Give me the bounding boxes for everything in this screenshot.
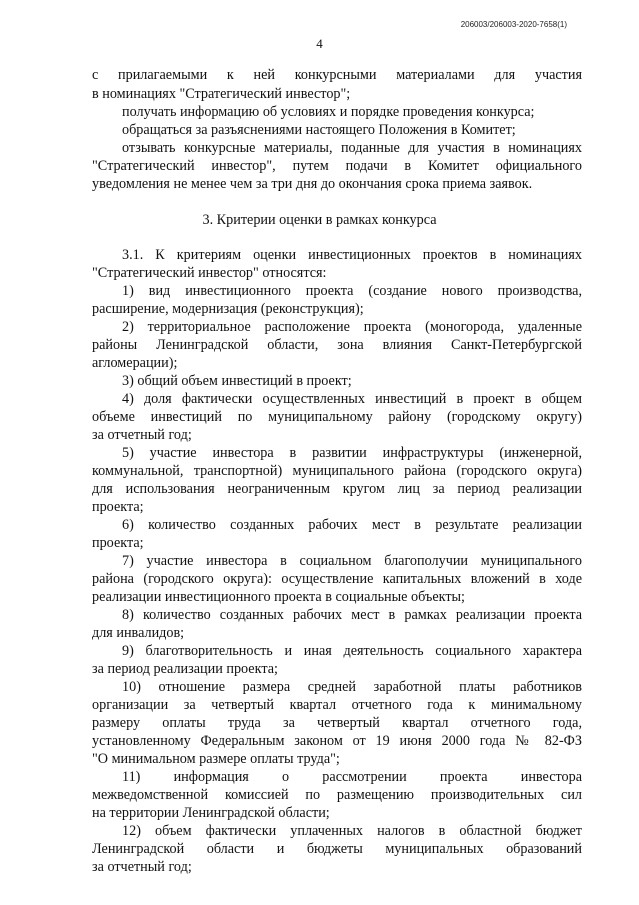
list-item: 5) участие инвестора в развитии инфраструктуры (инженерной, bbox=[122, 445, 582, 461]
text-line: за период реализации проекта; bbox=[92, 661, 278, 677]
text-line: "Стратегический инвестор", путем подачи в Комитет официального bbox=[92, 158, 582, 174]
text-line: "Стратегический инвестор" относятся: bbox=[92, 265, 327, 281]
text-line: получать информацию об условиях и порядке проведения конкурса; bbox=[122, 104, 535, 120]
list-item: 6) количество созданных рабочих мест в результате реализации bbox=[122, 517, 582, 533]
text-line: Ленинградской области и бюджеты муниципальных образований bbox=[92, 841, 582, 857]
list-item: 3) общий объем инвестиций в проект; bbox=[122, 373, 352, 389]
text-line: за отчетный год; bbox=[92, 859, 192, 875]
text-line: на территории Ленинградской области; bbox=[92, 805, 330, 821]
text-line: 3.1. К критериям оценки инвестиционных проектов в номинациях bbox=[122, 247, 582, 263]
text-line: для использования неограниченным кругом лиц за период реализации bbox=[92, 481, 582, 497]
text-line: проекта; bbox=[92, 535, 144, 551]
list-item: 12) объем фактически уплаченных налогов в областной бюджет bbox=[122, 823, 582, 839]
text-line: отзывать конкурсные материалы, поданные для участия в номинациях bbox=[122, 140, 582, 156]
page-number: 4 bbox=[316, 36, 323, 51]
list-item: 8) количество созданных рабочих мест в рамках реализации проекта bbox=[122, 607, 582, 623]
text-line: коммунальной, транспортной) муниципального района (городского округа) bbox=[92, 463, 582, 479]
text-line: "О минимальном размере оплаты труда"; bbox=[92, 751, 340, 767]
text-line: районы Ленинградской области, зона влияния Санкт-Петербургской bbox=[92, 337, 582, 353]
text-line: агломерации); bbox=[92, 355, 178, 371]
text-line: в номинациях "Стратегический инвестор"; bbox=[92, 86, 351, 102]
list-item: 1) вид инвестиционного проекта (создание нового производства, bbox=[122, 283, 582, 299]
text-line: размеру оплаты труда за четвертый квартал отчетного года, bbox=[92, 715, 582, 731]
list-item: 11) информация о рассмотрении проекта инвестора bbox=[122, 769, 582, 785]
text-line: для инвалидов; bbox=[92, 625, 185, 641]
text-line: за отчетный год; bbox=[92, 427, 192, 443]
text-line: с прилагаемыми к ней конкурсными материалами для участия bbox=[92, 67, 582, 83]
list-item: 2) территориальное расположение проекта (моногорода, удаленные bbox=[122, 319, 582, 335]
text-line: проекта; bbox=[92, 499, 144, 515]
document-registration-code: 206003/206003-2020-7658(1) bbox=[460, 20, 567, 29]
list-item: 10) отношение размера средней заработной платы работников bbox=[122, 679, 582, 695]
text-line: установленному Федеральным законом от 19 июня 2000 года № 82-ФЗ bbox=[92, 733, 582, 749]
text-line: уведомления не менее чем за три дня до окончания срока приема заявок. bbox=[92, 176, 533, 192]
text-line: организации за четвертый квартал отчетного года к минимальному bbox=[92, 697, 582, 713]
list-item: 7) участие инвестора в социальном благополучии муниципального bbox=[122, 553, 582, 569]
text-line: реализации инвестиционного проекта в социальные объекты; bbox=[92, 589, 465, 605]
section-heading: 3. Критерии оценки в рамках конкурса bbox=[202, 212, 437, 228]
text-line: объеме инвестиций по муниципальному району (городскому округу) bbox=[92, 409, 582, 425]
text-line: района (городского округа): осуществление капитальных вложений в ходе bbox=[92, 571, 582, 587]
text-line: обращаться за разъяснениями настоящего Положения в Комитет; bbox=[122, 122, 516, 138]
text-line: расширение, модернизация (реконструкция); bbox=[92, 301, 364, 317]
list-item: 9) благотворительность и иная деятельность социального характера bbox=[122, 643, 582, 659]
text-line: межведомственной комиссией по размещению производительных сил bbox=[92, 787, 582, 803]
list-item: 4) доля фактически осуществленных инвестиций в проект в общем bbox=[122, 391, 582, 407]
